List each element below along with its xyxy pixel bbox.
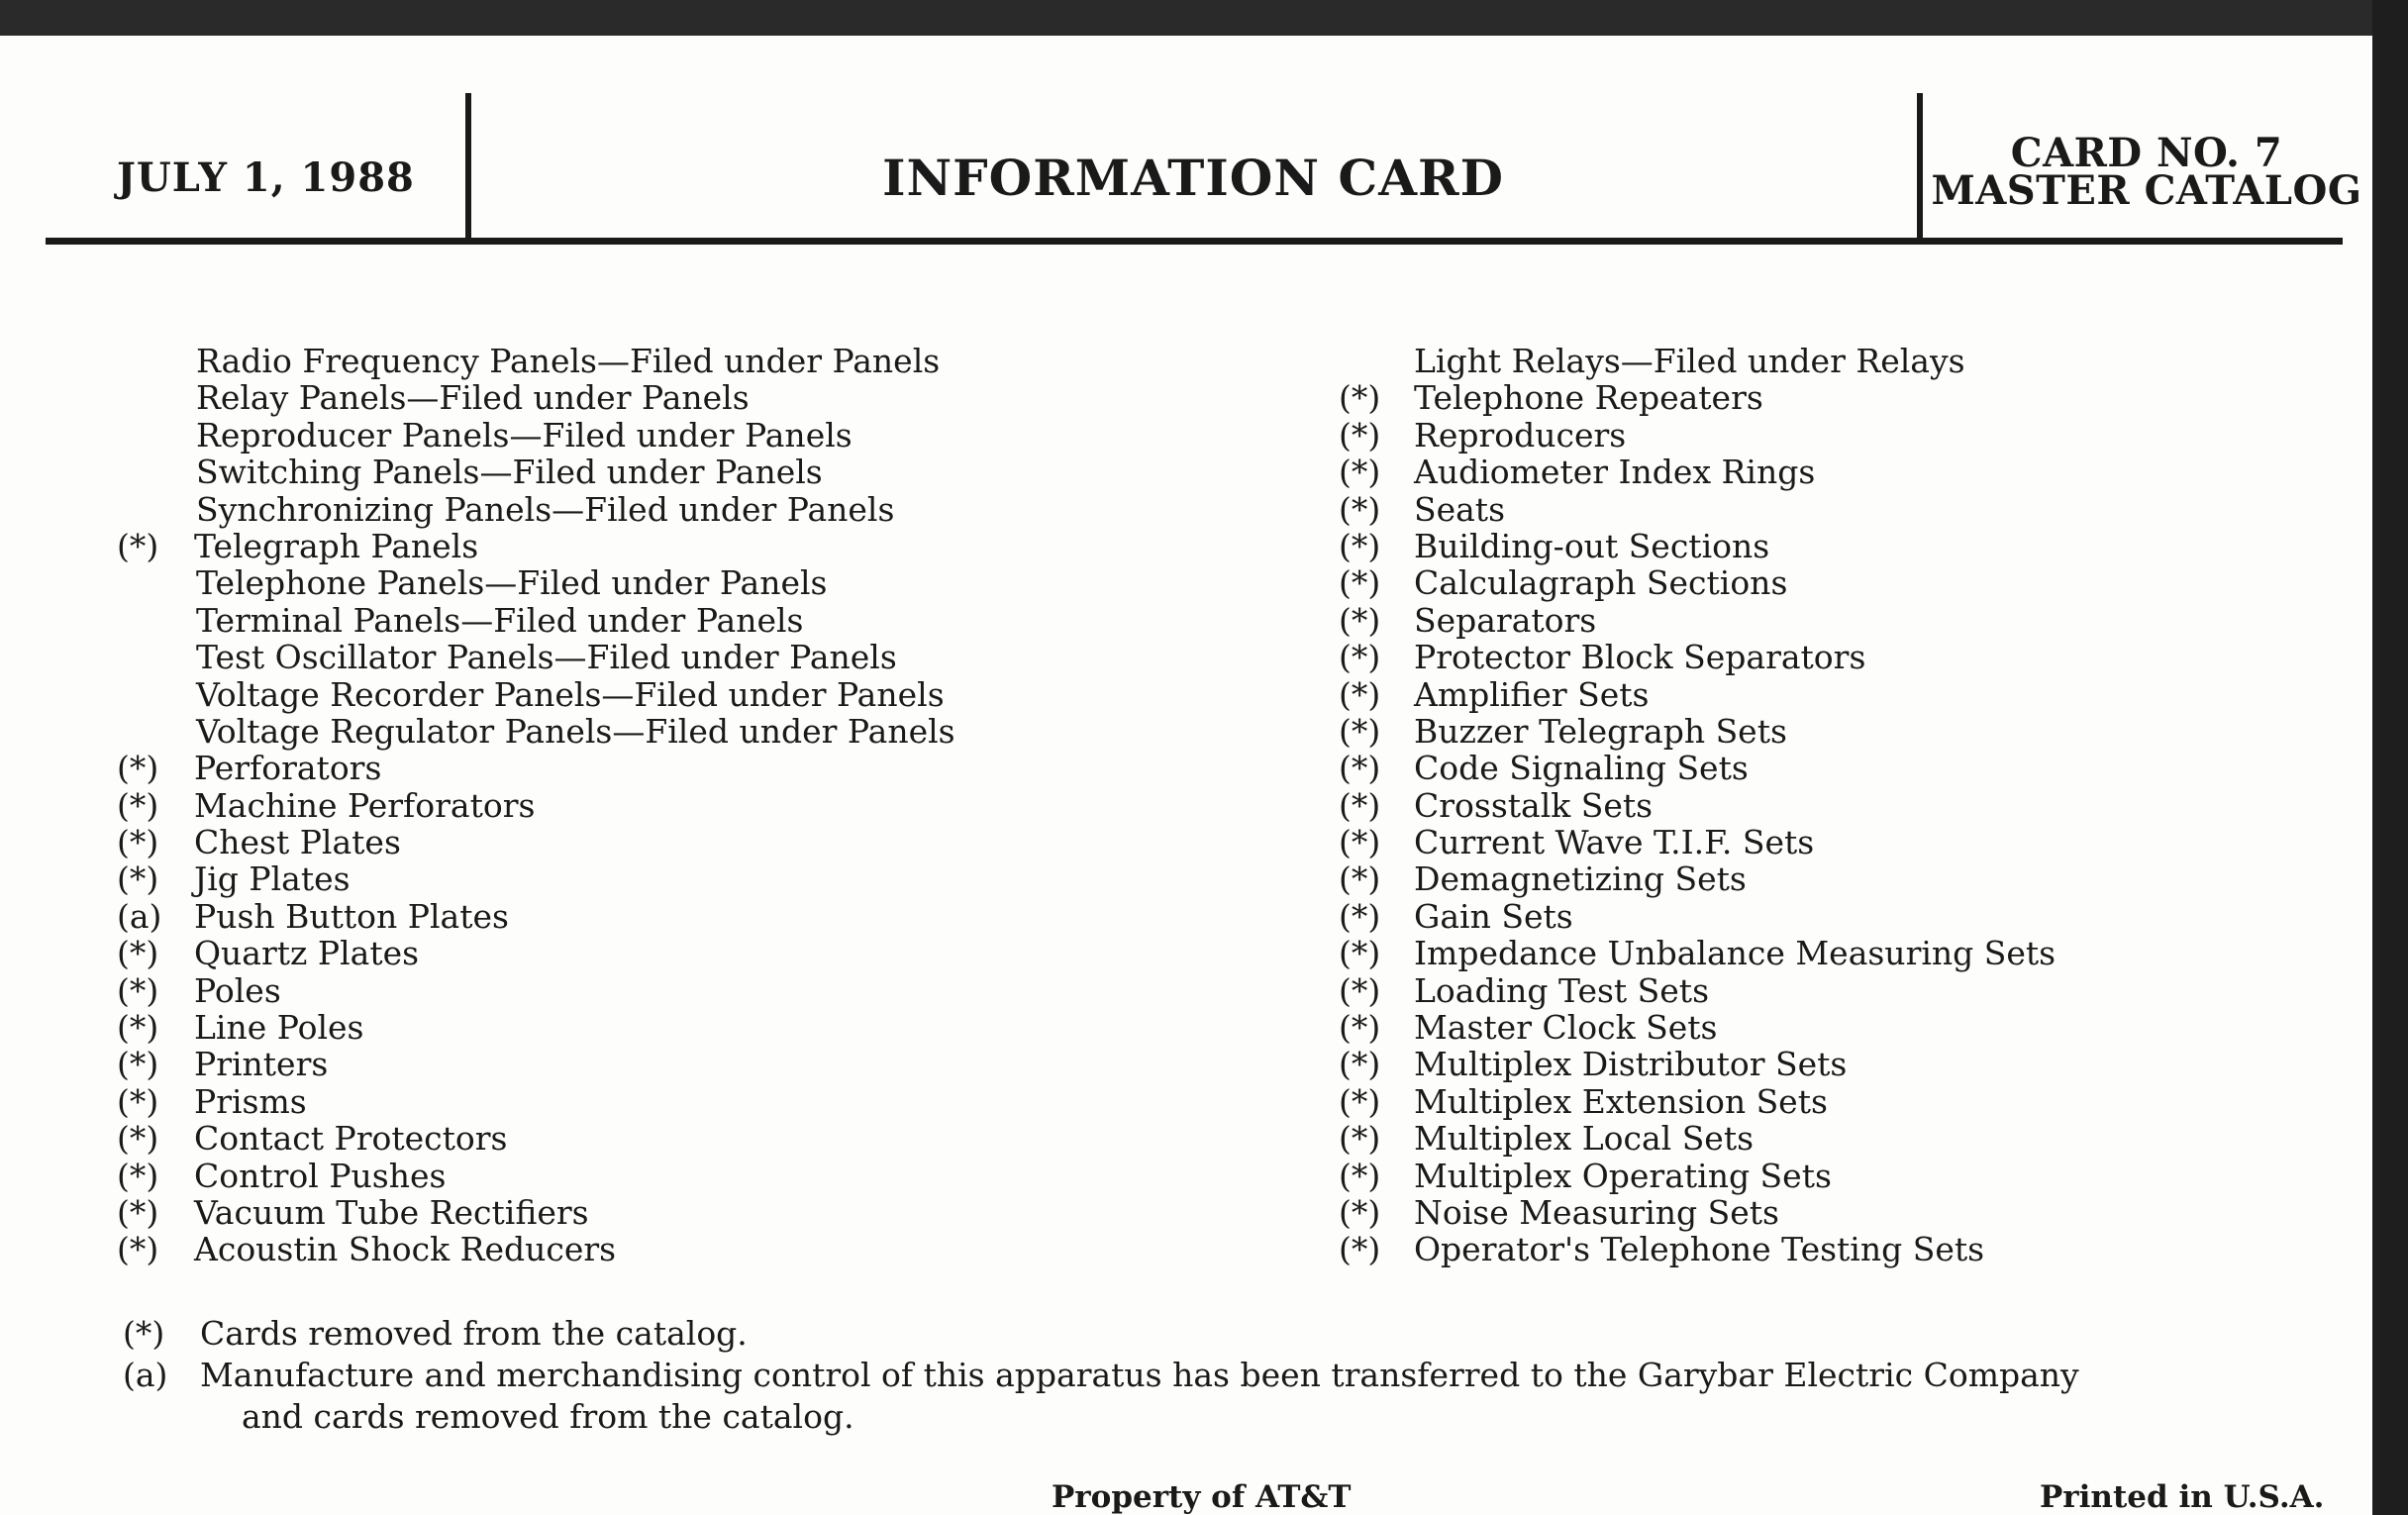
item-mark: (*) xyxy=(117,934,159,973)
item-text: Multiplex Operating Sets xyxy=(1414,1156,1832,1195)
item-text: Line Poles xyxy=(194,1008,364,1048)
list-item xyxy=(1339,454,2368,490)
list-item xyxy=(117,713,1305,750)
item-text: Test Oscillator Panels—Filed under Panels xyxy=(196,638,897,677)
list-item xyxy=(1339,1158,2368,1194)
list-item xyxy=(1339,417,2368,454)
list-item xyxy=(1339,1120,2368,1157)
item-text: Code Signaling Sets xyxy=(1414,749,1749,788)
item-mark: (*) xyxy=(117,526,159,565)
item-text: Jig Plates xyxy=(194,859,351,899)
item-mark: (*) xyxy=(117,1192,159,1232)
item-mark: (*) xyxy=(117,1081,159,1121)
item-text: Voltage Regulator Panels—Filed under Panels xyxy=(196,711,955,751)
item-text: Perforators xyxy=(194,749,382,788)
item-text: Gain Sets xyxy=(1414,896,1573,936)
item-text: Vacuum Tube Rectifiers xyxy=(194,1192,589,1232)
item-mark: (*) xyxy=(1339,711,1381,751)
list-item xyxy=(1339,860,2368,897)
item-mark: (*) xyxy=(1339,749,1381,788)
item-text: Push Button Plates xyxy=(194,896,509,936)
footnote-mark: (a) xyxy=(123,1356,168,1394)
list-item xyxy=(1339,379,2368,416)
item-text: Printers xyxy=(194,1045,329,1084)
card-title: INFORMATION CARD xyxy=(882,149,1504,207)
item-mark: (*) xyxy=(1339,896,1381,936)
list-item xyxy=(1339,491,2368,528)
list-item xyxy=(117,1158,1305,1194)
item-mark: (*) xyxy=(1339,1230,1381,1269)
list-item xyxy=(117,379,1305,416)
footnote-transferred xyxy=(123,1355,2202,1438)
item-text: Voltage Recorder Panels—Filed under Panels xyxy=(196,674,945,714)
list-item xyxy=(117,787,1305,824)
item-text: Reproducers xyxy=(1414,415,1627,454)
item-text: Poles xyxy=(194,970,281,1010)
list-item xyxy=(1339,787,2368,824)
item-mark: (*) xyxy=(1339,638,1381,677)
item-text: Noise Measuring Sets xyxy=(1414,1192,1779,1232)
item-text: Multiplex Local Sets xyxy=(1414,1119,1755,1159)
scan-border xyxy=(2372,0,2408,1515)
card-date: JULY 1, 1988 xyxy=(117,154,415,201)
item-mark: (*) xyxy=(1339,453,1381,492)
item-text: Terminal Panels—Filed under Panels xyxy=(196,600,804,640)
item-text: Chest Plates xyxy=(194,823,401,862)
item-mark: (*) xyxy=(1339,489,1381,529)
catalog-name: MASTER CATALOG xyxy=(1931,167,2362,214)
item-mark: (*) xyxy=(117,749,159,788)
item-text: Seats xyxy=(1414,489,1506,529)
list-item xyxy=(1339,343,2368,379)
list-item xyxy=(1339,602,2368,639)
item-mark: (*) xyxy=(1339,526,1381,565)
list-item xyxy=(117,417,1305,454)
card-number: CARD NO. 7 xyxy=(2010,130,2283,176)
card-number-block xyxy=(1931,130,2362,214)
list-item xyxy=(117,528,1305,564)
list-item xyxy=(1339,824,2368,860)
list-item xyxy=(117,564,1305,601)
right-column-list xyxy=(1339,343,2368,1268)
list-item xyxy=(117,491,1305,528)
item-mark: (*) xyxy=(117,1045,159,1084)
property-notice: Property of AT&T xyxy=(1052,1479,1352,1515)
item-mark: (*) xyxy=(1339,1119,1381,1159)
item-text: Amplifier Sets xyxy=(1414,674,1650,714)
item-text: Acoustin Shock Reducers xyxy=(194,1230,617,1269)
item-text: Multiplex Extension Sets xyxy=(1414,1081,1828,1121)
item-mark: (*) xyxy=(1339,674,1381,714)
list-item xyxy=(117,1231,1305,1267)
list-item xyxy=(1339,639,2368,675)
item-text: Synchronizing Panels—Filed under Panels xyxy=(196,489,895,529)
item-mark: (*) xyxy=(1339,823,1381,862)
list-item xyxy=(117,935,1305,971)
item-text: Demagnetizing Sets xyxy=(1414,859,1747,899)
list-item xyxy=(117,1083,1305,1120)
item-text: Light Relays—Filed under Relays xyxy=(1414,342,1965,380)
item-text: Prisms xyxy=(194,1081,307,1121)
item-text: Protector Block Separators xyxy=(1414,638,1866,677)
footnote-text-continued: and cards removed from the catalog. xyxy=(242,1397,854,1436)
list-item xyxy=(117,1009,1305,1046)
item-text: Buzzer Telegraph Sets xyxy=(1414,711,1787,751)
item-text: Building-out Sections xyxy=(1414,526,1770,565)
item-mark: (*) xyxy=(117,785,159,825)
list-item xyxy=(1339,1194,2368,1231)
printed-notice: Printed in U.S.A. xyxy=(2040,1479,2325,1515)
list-item xyxy=(117,1046,1305,1082)
item-text: Operator's Telephone Testing Sets xyxy=(1414,1230,1985,1269)
footnote-removed xyxy=(123,1313,2202,1355)
item-text: Master Clock Sets xyxy=(1414,1008,1718,1048)
item-mark: (*) xyxy=(1339,1008,1381,1048)
item-mark: (*) xyxy=(117,970,159,1010)
header-divider-right xyxy=(1917,93,1923,242)
list-item xyxy=(117,972,1305,1009)
item-mark: (*) xyxy=(1339,934,1381,973)
item-text: Current Wave T.I.F. Sets xyxy=(1414,823,1815,862)
item-mark: (*) xyxy=(1339,1192,1381,1232)
list-item xyxy=(117,898,1305,935)
item-text: Telegraph Panels xyxy=(194,526,479,565)
item-mark: (*) xyxy=(1339,785,1381,825)
item-mark: (a) xyxy=(117,896,162,936)
item-mark: (*) xyxy=(117,859,159,899)
item-mark: (*) xyxy=(1339,563,1381,603)
list-item xyxy=(117,343,1305,379)
item-text: Radio Frequency Panels—Filed under Panels xyxy=(196,342,941,380)
item-text: Control Pushes xyxy=(194,1156,447,1195)
item-mark: (*) xyxy=(1339,859,1381,899)
list-item xyxy=(1339,564,2368,601)
list-item xyxy=(1339,1083,2368,1120)
item-text: Calculagraph Sections xyxy=(1414,563,1788,603)
item-mark: (*) xyxy=(117,1156,159,1195)
item-text: Machine Perforators xyxy=(194,785,536,825)
list-item xyxy=(117,824,1305,860)
list-item xyxy=(1339,676,2368,713)
item-mark: (*) xyxy=(1339,1045,1381,1084)
item-mark: (*) xyxy=(117,823,159,862)
item-mark: (*) xyxy=(1339,415,1381,454)
list-item xyxy=(1339,1046,2368,1082)
item-text: Telephone Repeaters xyxy=(1414,378,1763,418)
item-text: Audiometer Index Rings xyxy=(1414,453,1816,492)
list-item xyxy=(1339,713,2368,750)
item-text: Multiplex Distributor Sets xyxy=(1414,1045,1848,1084)
item-mark: (*) xyxy=(117,1008,159,1048)
item-mark: (*) xyxy=(1339,1081,1381,1121)
footnotes xyxy=(123,1313,2202,1438)
item-mark: (*) xyxy=(1339,600,1381,640)
item-text: Crosstalk Sets xyxy=(1414,785,1654,825)
information-card xyxy=(0,36,2372,1515)
list-item xyxy=(117,454,1305,490)
item-text: Impedance Unbalance Measuring Sets xyxy=(1414,934,2057,973)
list-item xyxy=(1339,972,2368,1009)
item-text: Telephone Panels—Filed under Panels xyxy=(196,563,828,603)
list-item xyxy=(117,639,1305,675)
left-column-list xyxy=(117,343,1305,1268)
list-item xyxy=(1339,528,2368,564)
list-item xyxy=(117,676,1305,713)
item-mark: (*) xyxy=(1339,378,1381,418)
footnote-mark: (*) xyxy=(123,1314,165,1353)
list-item xyxy=(117,860,1305,897)
list-item xyxy=(117,602,1305,639)
list-item xyxy=(117,1194,1305,1231)
item-text: Reproducer Panels—Filed under Panels xyxy=(196,415,853,454)
header-rule xyxy=(46,238,2343,245)
item-mark: (*) xyxy=(117,1119,159,1159)
item-text: Quartz Plates xyxy=(194,934,420,973)
item-text: Relay Panels—Filed under Panels xyxy=(196,378,750,418)
list-item xyxy=(117,750,1305,786)
item-text: Loading Test Sets xyxy=(1414,970,1709,1010)
list-item xyxy=(1339,750,2368,786)
item-mark: (*) xyxy=(1339,970,1381,1010)
list-item xyxy=(1339,935,2368,971)
item-mark: (*) xyxy=(1339,1156,1381,1195)
item-text: Contact Protectors xyxy=(194,1119,508,1159)
list-item xyxy=(1339,898,2368,935)
item-mark: (*) xyxy=(117,1230,159,1269)
item-text: Separators xyxy=(1414,600,1597,640)
list-item xyxy=(1339,1231,2368,1267)
item-text: Switching Panels—Filed under Panels xyxy=(196,453,823,492)
footnote-text: Manufacture and merchandising control of this apparatus has been transferred to the Garybar Electric Company xyxy=(200,1356,2079,1394)
list-item xyxy=(1339,1009,2368,1046)
list-item xyxy=(117,1120,1305,1157)
footnote-text: Cards removed from the catalog. xyxy=(200,1314,748,1353)
